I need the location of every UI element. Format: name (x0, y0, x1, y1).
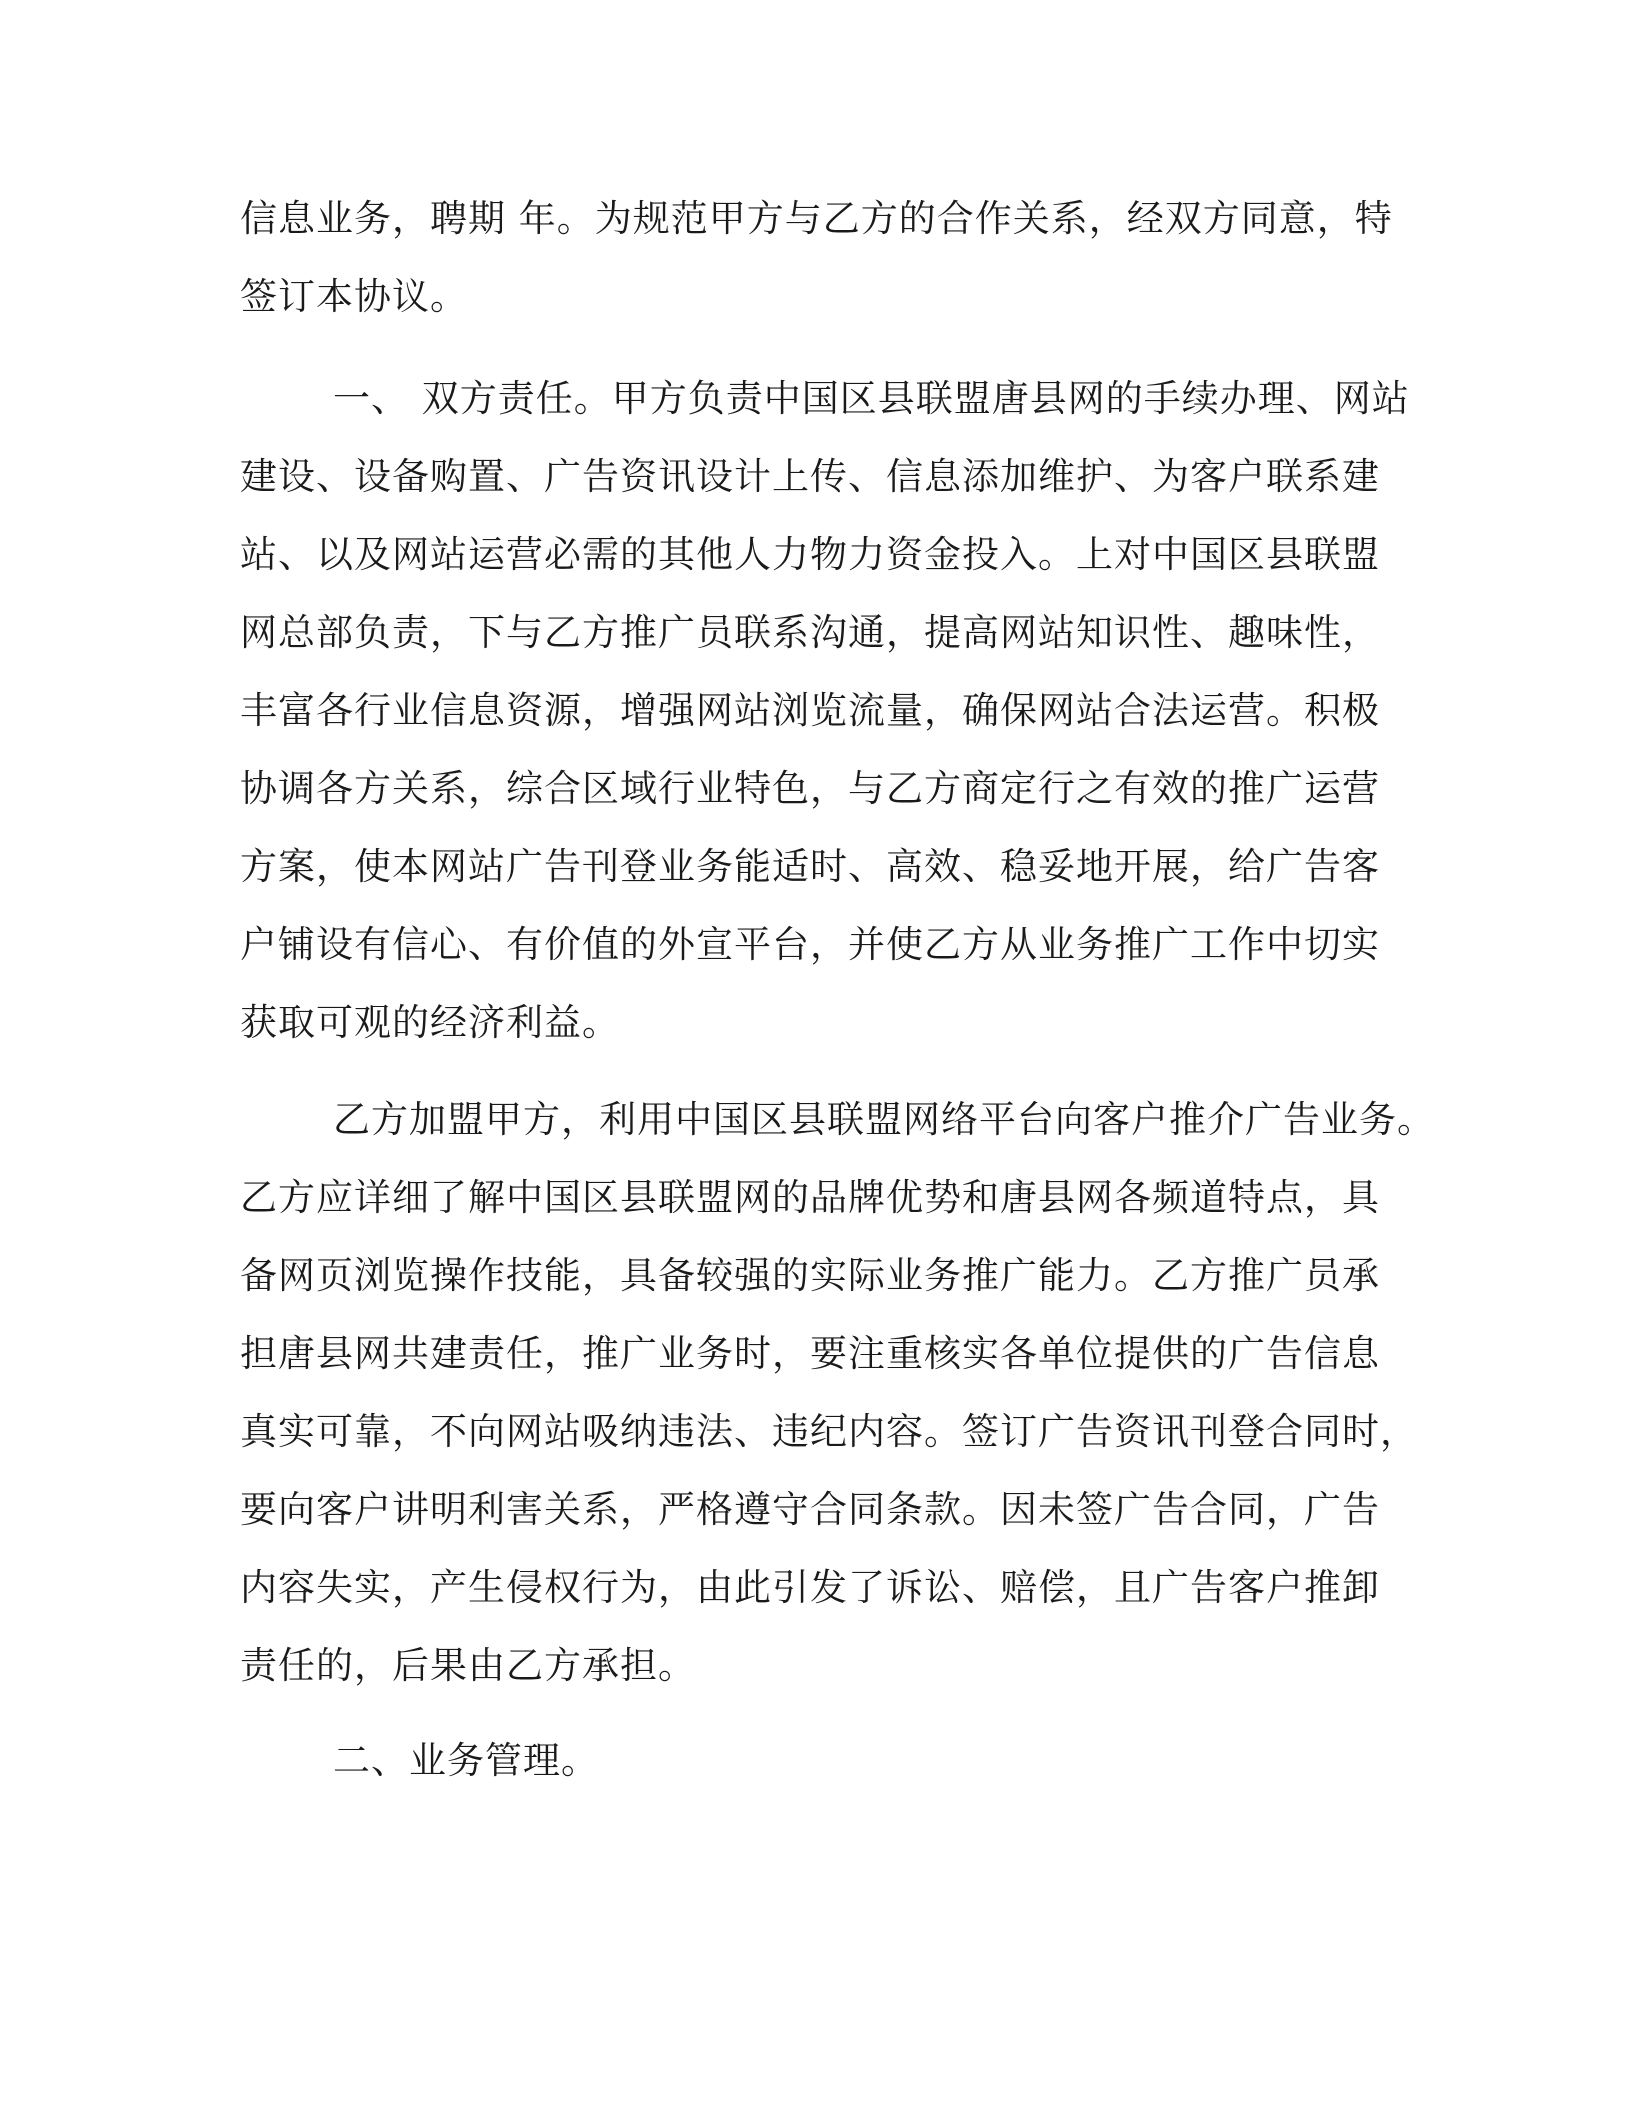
section-heading-line: 一、 双方责任。甲方负责中国区县联盟唐县网的手续办理、网站 (333, 377, 1410, 420)
section-heading-business-management (240, 1722, 1400, 1800)
text-line: 担唐县网共建责任，推广业务时，要注重核实各单位提供的广告信息 (240, 1332, 1380, 1375)
text-line: 户铺设有信心、有价值的外宣平台，并使乙方从业务推广工作中切实 (240, 923, 1380, 966)
text-line: 建设、设备购置、广告资讯设计上传、信息添加维护、为客户联系建 (240, 455, 1380, 498)
text-line: 方案，使本网站广告刊登业务能适时、高效、稳妥地开展，给广告客 (240, 845, 1380, 888)
text-line: 签订本协议。 (240, 275, 468, 318)
text-line: 获取可观的经济利益。 (240, 1001, 620, 1044)
text-line: 信息业务，聘期 年。为规范甲方与乙方的合作关系，经双方同意，特 (240, 197, 1393, 240)
text-line: 乙方加盟甲方，利用中国区县联盟网络平台向客户推介广告业务。 (333, 1098, 1435, 1141)
text-line: 责任的，后果由乙方承担。 (240, 1644, 696, 1687)
text-line: 协调各方关系，综合区域行业特色，与乙方商定行之有效的推广运营 (240, 767, 1380, 810)
text-line: 备网页浏览操作技能，具备较强的实际业务推广能力。乙方推广员承 (240, 1254, 1380, 1297)
paragraph-mutual-responsibilities (240, 360, 1410, 1062)
text-line: 乙方应详细了解中国区县联盟网的品牌优势和唐县网各频道特点，具 (240, 1176, 1380, 1219)
section-heading-line: 二、业务管理。 (333, 1739, 599, 1782)
text-line: 真实可靠，不向网站吸纳违法、违纪内容。签订广告资讯刊登合同时， (240, 1410, 1418, 1453)
paragraph-contract-intro (240, 180, 1400, 336)
text-line: 网总部负责，下与乙方推广员联系沟通，提高网站知识性、趣味性， (240, 611, 1380, 654)
text-line: 丰富各行业信息资源，增强网站浏览流量，确保网站合法运营。积极 (240, 689, 1380, 732)
text-line: 要向客户讲明利害关系，严格遵守合同条款。因未签广告合同，广告 (240, 1488, 1380, 1531)
text-line: 内容失实，产生侵权行为，由此引发了诉讼、赔偿，且广告客户推卸 (240, 1566, 1380, 1609)
paragraph-party-b-duties (240, 1081, 1435, 1705)
text-line: 站、以及网站运营必需的其他人力物力资金投入。上对中国区县联盟 (240, 533, 1380, 576)
